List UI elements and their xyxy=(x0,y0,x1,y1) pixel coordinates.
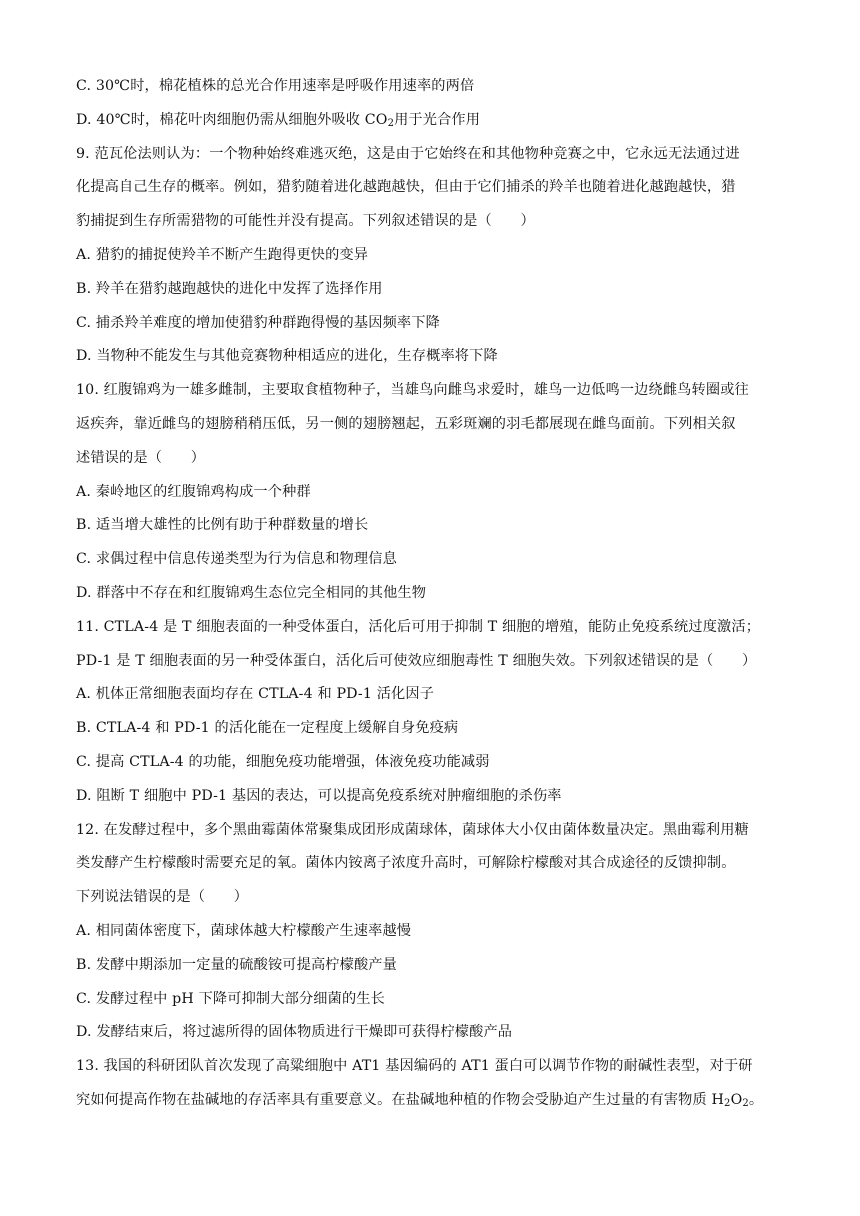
question-stem-line: 13. 我国的科研团队首次发现了高粱细胞中 AT1 基因编码的 AT1 蛋白可以调节作物的耐碱性表型，对于研 xyxy=(76,1058,753,1075)
option-line: D. 阻断 T 细胞中 PD-1 基因的表达，可以提高免疫系统对肿瘤细胞的杀伤率 xyxy=(76,787,562,804)
option-line: C. 捕杀羚羊难度的增加使猎豹种群跑得慢的基因频率下降 xyxy=(76,314,440,331)
option-line: C. 30℃时，棉花植株的总光合作用速率是呼吸作用速率的两倍 xyxy=(76,78,475,94)
option-line: A. 机体正常细胞表面均存在 CTLA-4 和 PD-1 活化因子 xyxy=(76,686,435,703)
option-line: C. 提高 CTLA-4 的功能，细胞免疫功能增强，体液免疫功能减弱 xyxy=(76,753,490,770)
question-stem-line: 11. CTLA-4 是 T 细胞表面的一种受体蛋白，活化后可用于抑制 T 细胞的增殖，能防止免疫系统过度激活； xyxy=(76,618,761,635)
question-stem-line: 豹捕捉到生存所需猎物的可能性并没有提高。下列叙述错误的是（ ） xyxy=(76,213,535,230)
question-stem-line: 10. 红腹锦鸡为一雄多雌制，主要取食植物种子，当雄鸟向雌鸟求爱时，雄鸟一边低鸣一边绕雌鸟转圈或往 xyxy=(76,382,749,399)
question-stem-line: 9. 范瓦伦法则认为：一个物种始终难逃灭绝，这是由于它始终在和其他物种竞赛之中，它永远无法通过进 xyxy=(76,145,740,162)
question-stem-line: 化提高自己生存的概率。例如，猎豹随着进化越跑越快，但由于它们捕杀的羚羊也随着进化越跑越快，猎 xyxy=(76,179,736,196)
option-line: D. 群落中不存在和红腹锦鸡生态位完全相同的其他生物 xyxy=(76,584,427,601)
option-line: C. 求偶过程中信息传递类型为行为信息和物理信息 xyxy=(76,551,397,568)
question-stem-line: 返疾奔，靠近雌鸟的翅膀稍稍压低，另一侧的翅膀翘起，五彩斑斓的羽毛都展现在雌鸟面前。下列相关叙 xyxy=(76,415,736,432)
option-line: D. 40℃时，棉花叶肉细胞仍需从细胞外吸收 $CO_2$用于光合作用 xyxy=(76,111,481,129)
option-line: D. 发酵结束后，将过滤所得的固体物质进行干燥即可获得柠檬酸产品 xyxy=(76,1024,513,1041)
question-stem-line: 类发酵产生柠檬酸时需要充足的氧。菌体内铵离子浓度升高时，可解除柠檬酸对其合成途径的反馈抑制。 xyxy=(76,855,736,872)
option-line: A. 相同菌体密度下，菌球体越大柠檬酸产生速率越慢 xyxy=(76,922,412,939)
question-stem-line: PD-1 是 T 细胞表面的另一种受体蛋白，活化后可使效应细胞毒性 T 细胞失效。下列叙述错误的是（ ） xyxy=(76,652,757,669)
option-line: B. 发酵中期添加一定量的硫酸铵可提高柠檬酸产量 xyxy=(76,956,397,973)
option-line: D. 当物种不能发生与其他竞赛物种相适应的进化，生存概率将下降 xyxy=(76,348,498,365)
option-line: B. CTLA-4 和 PD-1 的活化能在一定程度上缓解自身免疫病 xyxy=(76,720,459,737)
document-page xyxy=(76,70,786,1118)
question-stem-line: 究如何提高作物在盐碱地的存活率具有重要意义。在盐碱地种植的作物会受胁迫产生过量的有害物质 $H_2O_2$。 xyxy=(76,1091,764,1109)
question-stem-line: 12. 在发酵过程中，多个黑曲霉菌体常聚集成团形成菌球体，菌球体大小仅由菌体数量决定。黑曲霉利用糖 xyxy=(76,821,749,838)
option-line: A. 秦岭地区的红腹锦鸡构成一个种群 xyxy=(76,483,311,500)
option-line: B. 适当增大雄性的比例有助于种群数量的增长 xyxy=(76,517,369,534)
option-line: B. 羚羊在猎豹越跑越快的进化中发挥了选择作用 xyxy=(76,280,383,297)
option-line: C. 发酵过程中 pH 下降可抑制大部分细菌的生长 xyxy=(76,990,385,1007)
option-line: A. 猎豹的捕捉使羚羊不断产生跑得更快的变异 xyxy=(76,246,369,263)
question-stem-line: 述错误的是（ ） xyxy=(76,449,206,466)
question-stem-line: 下列说法错误的是（ ） xyxy=(76,889,249,906)
